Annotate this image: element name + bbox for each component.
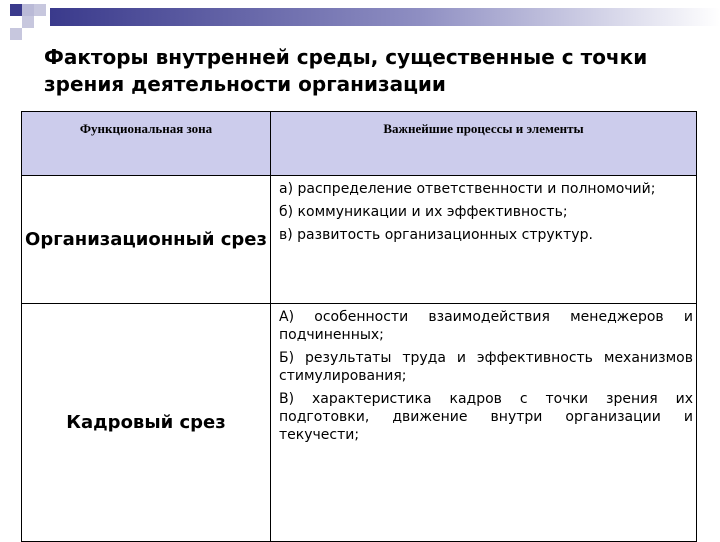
process-cell <box>271 304 697 542</box>
process-item: а) распределение ответственности и полномочий; <box>279 181 656 197</box>
decor-square <box>10 28 22 40</box>
process-item: Б) результаты труда и эффективность механизмов стимулирования; <box>279 350 693 384</box>
zone-cell: Кадровый срез <box>22 304 271 542</box>
process-item: в) развитость организационных структур. <box>279 227 593 243</box>
decor-square <box>22 16 34 28</box>
column-header-processes: Важнейшие процессы и элементы <box>271 112 697 176</box>
decor-gradient-bar <box>50 8 720 26</box>
process-item: В) характеристика кадров с точки зрения их подготовки, движение внутри организации и текучести; <box>279 391 693 443</box>
decor-square <box>22 4 34 16</box>
page-title: Факторы внутренней среды, существенные с точки зрения деятельности организации <box>44 45 648 96</box>
factors-table <box>21 111 697 542</box>
column-header-zone: Функциональная зона <box>22 112 271 176</box>
process-item: б) коммуникации и их эффективность; <box>279 204 568 220</box>
process-item: А) особенности взаимодействия менеджеров и подчиненных; <box>279 309 693 343</box>
decor-square <box>34 4 46 16</box>
zone-cell: Организационный срез <box>22 176 271 304</box>
decor-square <box>10 4 22 16</box>
decorative-header-pattern <box>0 0 720 40</box>
table-header-row <box>22 112 697 176</box>
table-row <box>22 176 697 304</box>
process-cell <box>271 176 697 304</box>
table-row <box>22 304 697 542</box>
